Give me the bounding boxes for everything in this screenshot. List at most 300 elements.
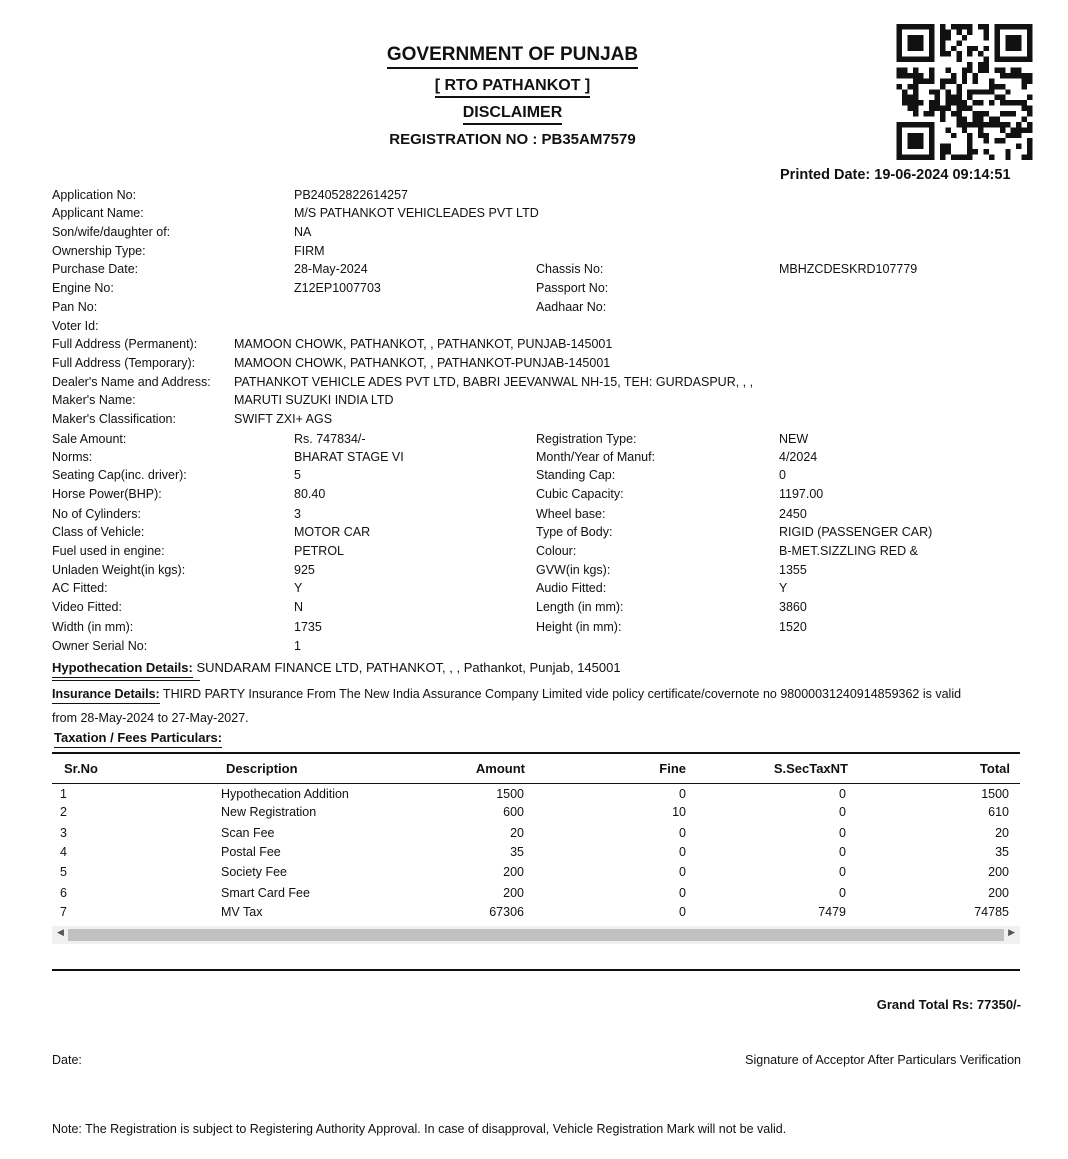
qr-module	[924, 111, 929, 116]
wheelbase-value: 2450	[779, 507, 807, 521]
qr-module	[956, 51, 961, 56]
qr-module	[913, 106, 918, 111]
relation-value: NA	[294, 225, 312, 239]
qr-module	[962, 68, 967, 73]
qr-module	[973, 89, 978, 94]
qr-module	[945, 149, 950, 154]
qr-module	[902, 89, 907, 94]
qr-module	[984, 89, 989, 94]
col-srno-header: Sr.No	[64, 761, 98, 776]
qr-module	[967, 51, 972, 56]
qr-module	[1022, 73, 1027, 78]
qr-module	[956, 57, 961, 62]
passport-no-label: Passport No:	[536, 281, 609, 295]
qr-module	[1005, 149, 1010, 154]
aadhaar-no-label: Aadhaar No:	[536, 300, 607, 314]
qr-module	[1022, 78, 1027, 83]
qr-module	[913, 84, 918, 89]
qr-module	[989, 116, 994, 121]
qr-module	[956, 106, 961, 111]
qr-module	[951, 46, 956, 51]
qr-module	[956, 89, 961, 94]
qr-module	[994, 68, 999, 73]
qr-module	[962, 24, 967, 29]
col-fine-cell: 0	[679, 865, 686, 879]
qr-module	[897, 73, 902, 78]
qr-module	[984, 62, 989, 67]
disclaimer-title	[340, 104, 685, 122]
ownership-value: FIRM	[294, 244, 325, 258]
hypothecation-details	[52, 660, 621, 675]
col-fine-cell: 0	[679, 886, 686, 900]
col-total-cell: 1500	[981, 787, 1009, 801]
qr-module	[913, 95, 918, 100]
qr-module	[945, 68, 950, 73]
qr-module	[940, 35, 945, 40]
qr-module	[907, 84, 912, 89]
seating-value: 5	[294, 468, 301, 482]
qr-module	[1022, 127, 1027, 132]
qr-module	[918, 73, 923, 78]
col-ssectaxnt-cell: 7479	[818, 905, 846, 919]
wheelbase-label: Wheel base:	[536, 507, 606, 521]
col-ssectaxnt-cell: 0	[839, 826, 846, 840]
qr-module	[973, 46, 978, 51]
sale-amount-label: Sale Amount:	[52, 432, 127, 446]
application-no-label: Application No:	[52, 188, 137, 202]
qr-module	[1027, 144, 1032, 149]
qr-module	[935, 106, 940, 111]
col-srno-cell: 5	[60, 865, 67, 879]
qr-module	[929, 89, 934, 94]
col-srno-cell: 1	[60, 787, 67, 801]
addr-temp-label: Full Address (Temporary):	[52, 356, 196, 370]
cylinders-label: No of Cylinders:	[52, 507, 141, 521]
maker-value: MARUTI SUZUKI INDIA LTD	[234, 393, 394, 407]
qr-module	[984, 149, 989, 154]
qr-module	[1027, 78, 1032, 83]
qr-module	[902, 100, 907, 105]
body-label: Type of Body:	[536, 525, 613, 539]
voter-id-label: Voter Id:	[52, 319, 99, 333]
qr-module	[984, 29, 989, 34]
qr-module	[1016, 100, 1021, 105]
maker-class-value: SWIFT ZXI+ AGS	[234, 412, 333, 426]
qr-module	[951, 73, 956, 78]
qr-module	[1000, 100, 1005, 105]
engine-no-label: Engine No:	[52, 281, 114, 295]
cc-value: 1197.00	[779, 487, 824, 501]
qr-module	[929, 111, 934, 116]
qr-module	[1005, 89, 1010, 94]
dealer-value: PATHANKOT VEHICLE ADES PVT LTD, BABRI JEEVANWAL NH-15, TEH: GURDASPUR, , ,	[234, 375, 754, 389]
qr-module	[978, 24, 983, 29]
qr-module	[967, 29, 972, 34]
qr-module	[978, 127, 983, 132]
col-amount-cell: 600	[503, 805, 524, 819]
cylinders-value: 3	[294, 507, 301, 521]
qr-module	[967, 138, 972, 143]
col-fine-cell: 0	[679, 826, 686, 840]
qr-module	[967, 62, 972, 67]
height-value: 1520	[779, 620, 807, 634]
qr-module	[978, 51, 983, 56]
qr-module	[940, 40, 945, 45]
audio-value: Y	[779, 581, 788, 595]
scrollbar-thumb[interactable]	[68, 929, 1004, 941]
reg-type-value: NEW	[779, 432, 809, 446]
class-label: Class of Vehicle:	[52, 525, 145, 539]
ownership-label: Ownership Type:	[52, 244, 146, 258]
qr-module	[1027, 111, 1032, 116]
qr-module	[1027, 149, 1032, 154]
qr-module	[929, 106, 934, 111]
qr-module	[984, 35, 989, 40]
qr-module	[962, 106, 967, 111]
col-amount-header: Amount	[475, 761, 525, 776]
qr-module	[1022, 100, 1027, 105]
qr-module	[940, 29, 945, 34]
col-ssectaxnt-cell: 0	[839, 886, 846, 900]
col-ssectaxnt-cell: 0	[839, 865, 846, 879]
qr-module	[1016, 68, 1021, 73]
qr-module	[978, 89, 983, 94]
applicant-name-value: M/S PATHANKOT VEHICLEADES PVT LTD	[294, 206, 539, 220]
reg-type-label: Registration Type:	[536, 432, 637, 446]
qr-module	[973, 149, 978, 154]
qr-module	[907, 106, 912, 111]
fuel-value: PETROL	[294, 544, 345, 558]
qr-module	[940, 155, 945, 160]
qr-module	[1000, 73, 1005, 78]
qr-module	[1000, 95, 1005, 100]
qr-module	[962, 78, 967, 83]
qr-module	[989, 122, 994, 127]
width-value: 1735	[294, 620, 322, 634]
qr-module	[945, 51, 950, 56]
table-top-rule	[52, 752, 1020, 754]
addr-perm-label: Full Address (Permanent):	[52, 337, 198, 351]
owner-serial-value: 1	[294, 639, 301, 653]
qr-module	[978, 111, 983, 116]
qr-module	[929, 100, 934, 105]
addr-perm-value: MAMOON CHOWK, PATHANKOT, , PATHANKOT, PUNJAB-145001	[234, 337, 613, 351]
qr-module	[984, 68, 989, 73]
qr-module	[1022, 106, 1027, 111]
qr-module	[956, 155, 961, 160]
qr-module	[907, 133, 923, 149]
divider	[52, 680, 200, 681]
registration-number: REGISTRATION NO : PB35AM7579	[389, 131, 636, 148]
qr-module	[956, 40, 961, 45]
qr-module	[940, 51, 945, 56]
body-value: RIGID (PASSENGER CAR)	[779, 525, 933, 539]
hp-label: Horse Power(BHP):	[52, 487, 162, 501]
qr-module	[1011, 68, 1016, 73]
purchase-date-value: 28-May-2024	[294, 262, 368, 276]
qr-module	[956, 111, 961, 116]
qr-module	[1011, 127, 1016, 132]
qr-module	[989, 100, 994, 105]
qr-module	[994, 138, 999, 143]
qr-module	[1005, 73, 1010, 78]
qr-module	[956, 116, 961, 121]
col-total-header: Total	[979, 761, 1010, 776]
qr-module	[913, 89, 918, 94]
gvw-value: 1355	[779, 563, 807, 577]
width-label: Width (in mm):	[52, 620, 134, 634]
col-fine-header: Fine	[659, 761, 686, 776]
owner-serial-label: Owner Serial No:	[52, 639, 148, 653]
taxation-title	[54, 730, 222, 745]
col-description-cell: Smart Card Fee	[221, 886, 310, 900]
col-description-cell: Postal Fee	[221, 845, 281, 859]
qr-module	[1011, 111, 1016, 116]
col-ssectaxnt-cell: 0	[839, 787, 846, 801]
qr-module	[1005, 100, 1010, 105]
government-title	[340, 44, 685, 66]
qr-module	[1016, 127, 1021, 132]
qr-module	[1000, 138, 1005, 143]
qr-module	[967, 68, 972, 73]
qr-module	[951, 100, 956, 105]
cc-label: Cubic Capacity:	[536, 487, 624, 501]
col-fine-cell: 0	[679, 845, 686, 859]
qr-module	[973, 73, 978, 78]
sale-amount-value: Rs. 747834/-	[294, 432, 366, 446]
qr-module	[1011, 100, 1016, 105]
col-amount-cell: 1500	[496, 787, 524, 801]
qr-module	[945, 127, 950, 132]
qr-module	[1005, 122, 1010, 127]
dealer-label: Dealer's Name and Address:	[52, 375, 211, 389]
qr-module	[924, 78, 929, 83]
qr-module	[994, 116, 999, 121]
scroll-left-icon[interactable]: ◀	[57, 927, 64, 937]
qr-module	[967, 46, 972, 51]
qr-module	[1027, 106, 1032, 111]
qr-module	[989, 84, 994, 89]
qr-module	[929, 78, 934, 83]
qr-module	[973, 100, 978, 105]
qr-module	[1016, 122, 1021, 127]
qr-module	[940, 24, 945, 29]
unladen-value: 925	[294, 563, 315, 577]
qr-module	[1016, 144, 1021, 149]
qr-module	[945, 78, 950, 83]
col-fine-cell: 0	[679, 905, 686, 919]
scroll-right-icon[interactable]: ▶	[1008, 927, 1015, 937]
manuf-value: 4/2024	[779, 450, 818, 464]
qr-module	[1022, 155, 1027, 160]
norms-value: BHARAT STAGE VI	[294, 450, 404, 464]
qr-module	[935, 95, 940, 100]
qr-module	[984, 57, 989, 62]
qr-module	[962, 127, 967, 132]
hypothecation-label: Hypothecation Details:	[52, 660, 193, 678]
col-srno-cell: 3	[60, 826, 67, 840]
length-value: 3860	[779, 600, 807, 614]
qr-module	[951, 24, 956, 29]
signature-label: Signature of Acceptor After Particulars Verification	[745, 1053, 1021, 1067]
qr-module	[984, 46, 989, 51]
qr-module	[984, 138, 989, 143]
col-total-cell: 35	[995, 845, 1009, 859]
col-amount-cell: 20	[510, 826, 524, 840]
qr-module	[989, 89, 994, 94]
unladen-label: Unladen Weight(in kgs):	[52, 563, 186, 577]
qr-module	[1027, 73, 1032, 78]
qr-module	[973, 78, 978, 83]
insurance-label: Insurance Details:	[52, 687, 160, 704]
qr-module	[1005, 133, 1010, 138]
qr-module	[962, 116, 967, 121]
insurance-line2: from 28-May-2024 to 27-May-2027.	[52, 711, 249, 725]
qr-module	[945, 35, 950, 40]
col-amount-cell: 200	[503, 886, 524, 900]
qr-module	[967, 106, 972, 111]
purchase-date-label: Purchase Date:	[52, 262, 139, 276]
qr-module	[940, 144, 945, 149]
manuf-label: Month/Year of Manuf:	[536, 450, 656, 464]
qr-module	[918, 100, 923, 105]
taxation-title-text: Taxation / Fees Particulars:	[54, 730, 222, 748]
hypothecation-value: SUNDARAM FINANCE LTD, PATHANKOT, , , Pathankot, Punjab, 145001	[192, 660, 621, 675]
qr-module	[1011, 133, 1016, 138]
qr-module	[956, 122, 961, 127]
col-fine-cell: 10	[672, 805, 686, 819]
qr-module	[945, 29, 950, 34]
qr-module	[978, 116, 983, 121]
application-no-value: PB24052822614257	[294, 188, 409, 202]
qr-module	[907, 100, 912, 105]
col-amount-cell: 200	[503, 865, 524, 879]
col-description-header: Description	[226, 761, 298, 776]
qr-module	[978, 100, 983, 105]
ac-label: AC Fitted:	[52, 581, 108, 595]
col-total-cell: 20	[995, 826, 1009, 840]
qr-module	[1027, 138, 1032, 143]
qr-module	[984, 111, 989, 116]
qr-module	[902, 95, 907, 100]
qr-module	[951, 95, 956, 100]
qr-module	[913, 100, 918, 105]
qr-module	[945, 89, 950, 94]
qr-module	[1011, 73, 1016, 78]
qr-module	[945, 100, 950, 105]
qr-module	[897, 68, 902, 73]
qr-module	[1027, 127, 1032, 132]
qr-module	[994, 95, 999, 100]
qr-module	[967, 144, 972, 149]
qr-module	[989, 78, 994, 83]
col-ssectaxnt-cell: 0	[839, 845, 846, 859]
hp-value: 80.40	[294, 487, 326, 501]
qr-module	[902, 68, 907, 73]
qr-module	[945, 144, 950, 149]
qr-module	[929, 68, 934, 73]
qr-module	[1005, 155, 1010, 160]
qr-module	[951, 133, 956, 138]
col-description-cell: Hypothecation Addition	[221, 787, 349, 801]
col-total-cell: 610	[988, 805, 1009, 819]
qr-module	[940, 46, 945, 51]
col-amount-cell: 67306	[489, 905, 524, 919]
qr-module	[978, 68, 983, 73]
qr-module	[978, 133, 983, 138]
qr-module	[967, 89, 972, 94]
qr-module	[994, 122, 999, 127]
col-description-cell: New Registration	[221, 805, 317, 819]
qr-module	[967, 122, 972, 127]
qr-module	[1000, 111, 1005, 116]
col-srno-cell: 6	[60, 886, 67, 900]
qr-module	[1022, 116, 1027, 121]
chassis-no-value: MBHZCDESKRD107779	[779, 262, 918, 276]
registration-note: Note: The Registration is subject to Registering Authority Approval. In case of disapproval, Vehicle Registration Mark will not be valid.	[52, 1122, 787, 1136]
col-total-cell: 200	[988, 886, 1009, 900]
standing-label: Standing Cap:	[536, 468, 616, 482]
disclaimer-title-text: DISCLAIMER	[463, 104, 563, 125]
table-bottom-rule	[52, 969, 1020, 971]
col-fine-cell: 0	[679, 787, 686, 801]
qr-module	[951, 155, 956, 160]
rto-title	[340, 77, 685, 95]
qr-module	[913, 73, 918, 78]
qr-module	[956, 95, 961, 100]
qr-module	[1005, 35, 1021, 51]
government-title-text: GOVERNMENT OF PUNJAB	[387, 44, 638, 69]
standing-value: 0	[779, 468, 786, 482]
qr-module	[935, 100, 940, 105]
qr-module	[940, 116, 945, 121]
qr-module	[951, 111, 956, 116]
qr-module	[962, 122, 967, 127]
qr-module	[1027, 95, 1032, 100]
qr-module	[962, 155, 967, 160]
horizontal-scrollbar[interactable]	[52, 926, 1020, 944]
ac-value: Y	[294, 581, 303, 595]
qr-module	[973, 111, 978, 116]
qr-module	[984, 122, 989, 127]
date-label: Date:	[52, 1053, 82, 1067]
qr-module	[1027, 122, 1032, 127]
qr-module	[967, 149, 972, 154]
qr-module	[897, 84, 902, 89]
qr-module	[956, 100, 961, 105]
qr-module	[1016, 73, 1021, 78]
qr-module	[1000, 84, 1005, 89]
qr-module	[1016, 133, 1021, 138]
qr-module	[962, 35, 967, 40]
qr-module	[967, 24, 972, 29]
video-label: Video Fitted:	[52, 600, 122, 614]
qr-module	[907, 95, 912, 100]
qr-module	[907, 73, 912, 78]
qr-module	[984, 24, 989, 29]
qr-module	[940, 84, 945, 89]
col-description-cell: Society Fee	[221, 865, 288, 879]
printed-date: Printed Date: 19-06-2024 09:14:51	[780, 167, 1011, 183]
video-value: N	[294, 600, 304, 614]
qr-module	[989, 155, 994, 160]
qr-module	[994, 84, 999, 89]
qr-module	[913, 68, 918, 73]
qr-module	[1027, 155, 1032, 160]
table-header-rule	[52, 783, 1020, 784]
maker-label: Maker's Name:	[52, 393, 136, 407]
chassis-no-label: Chassis No:	[536, 262, 604, 276]
